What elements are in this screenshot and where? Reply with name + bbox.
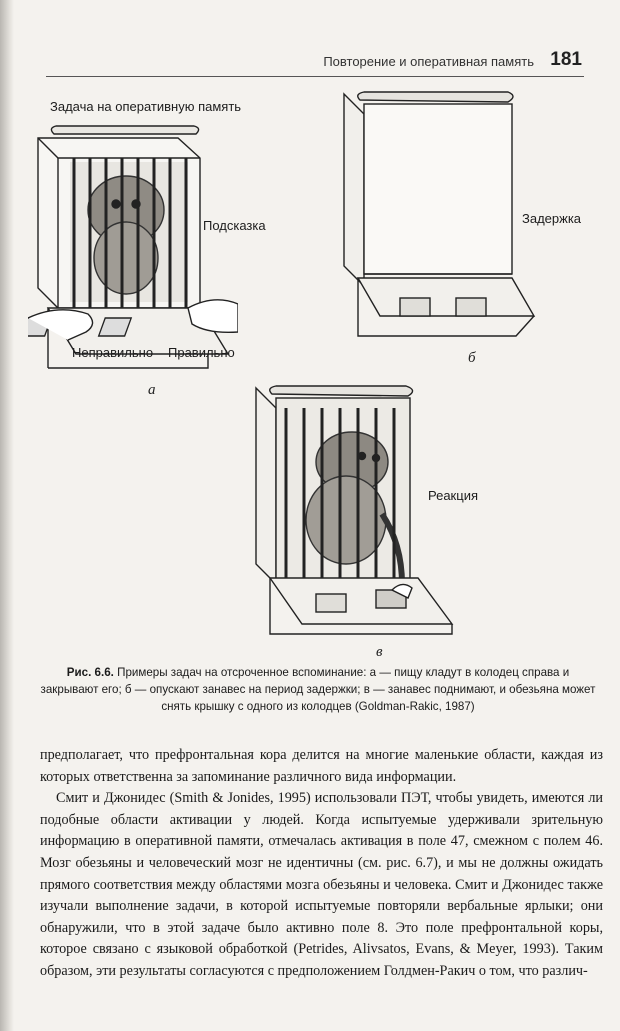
panel-b-illustration: [338, 90, 538, 352]
panel-a-letter: а: [148, 382, 156, 398]
panel-c-response-label: Реакция: [428, 488, 478, 503]
body-text: [40, 745, 603, 983]
paragraph: предполагает, что префронтальная кора делится на многие маленькие области, каждая из которых ответственна за запоминание различного вида информации.: [40, 747, 603, 785]
panel-a-title: Задача на оперативную память: [50, 99, 242, 114]
panel-b-letter: б: [468, 350, 476, 366]
paragraph: Смит и Джонидес (Smith & Jonides, 1995) использовали ПЭТ, чтобы увидеть, имеются ли подобные области активации у людей. Когда испытуемые удерживали зрительную информацию в оперативной памяти, отмечалась активация в поле 47, смежном с полем 46. Мозг обезьяны и человеческий мозг не идентичны (см. рис. 6.7), и мы не должны ожидать прямого соответствия между областями мозга обезьяны и человека. Смит и Джонидес также изучали выполнение задачи, в которой испытуемые повторяли вербальные ярлыки; они обнаружили, что в этой задаче было активно поле 8. Это поле префронтальной коры, которое связано с языковой обработкой (Petrides, Alivsatos, Evans, & Meyer, 1993). Таким образом, эти результаты согласуются с предположением Голдмен-Ракич о том, что различ-: [40, 790, 603, 979]
panel-c-illustration: [252, 384, 462, 646]
running-title: Повторение и оперативная память: [323, 54, 534, 69]
caption-lead: Рис. 6.6.: [66, 666, 114, 679]
panel-a-cue-label: Подсказка: [203, 218, 266, 233]
page-number: 181: [550, 49, 582, 70]
figure-caption: [40, 664, 596, 715]
panel-c-letter: в: [376, 644, 383, 660]
caption-text: Примеры задач на отсроченное вспоминание: а — пищу кладут в колодец справа и закрывают его; б — опускают занавес на период задержки; в — занавес поднимают, и обезьяна может снять крышку с одного из колодцев (Goldman-Rakic, 1987): [40, 666, 596, 713]
panel-b-delay-label: Задержка: [522, 211, 582, 226]
panel-a-right-label: Правильно: [168, 345, 235, 360]
panel-a-wrong-label: Неправильно: [72, 345, 154, 360]
